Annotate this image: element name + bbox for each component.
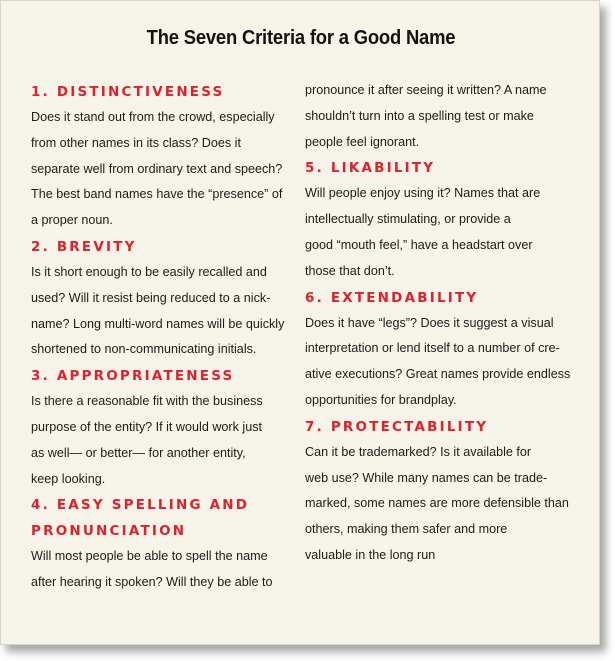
section-heading: 6. EXTENDABILITY — [305, 289, 479, 306]
body-line: ative executions? Great names provide endless — [305, 367, 571, 382]
body-line: shortened to non-communicating initials. — [31, 342, 257, 357]
section-heading: 3. APPROPRIATENESS — [31, 368, 235, 385]
section-heading: PRONUNCIATION — [31, 523, 187, 540]
body-line: as well— or better— for another entity, — [31, 445, 246, 460]
body-line: keep looking. — [31, 471, 106, 486]
body-line: shouldn’t turn into a spelling test or make — [305, 108, 534, 123]
section-heading: 4. EASY SPELLING AND — [31, 497, 250, 514]
body-line: pronounce it after seeing it written? A name — [305, 83, 547, 97]
body-line: The best band names have the “presence” of — [31, 187, 283, 202]
body-line: intellectually stimulating, or provide a — [305, 212, 511, 227]
body-line: web use? While many names can be trade- — [305, 470, 548, 485]
page-title: The Seven Criteria for a Good Name — [146, 27, 456, 49]
right-column — [305, 78, 571, 569]
section-heading: 1. DISTINCTIVENESS — [31, 84, 225, 100]
body-line: interpretation or lend itself to a number of cre- — [305, 341, 560, 356]
body-line: from other names in its class? Does it — [31, 135, 241, 150]
body-line: after hearing it spoken? Will they be able to — [31, 575, 273, 590]
body-line: others, making them safer and more — [305, 522, 508, 537]
section-heading: 5. LIKABILITY — [305, 160, 436, 177]
body-line: Does it stand out from the crowd, especially — [31, 110, 275, 124]
body-line: marked, some names are more defensible than — [305, 496, 569, 511]
body-line: purpose of the entity? If it would work just — [31, 419, 263, 434]
body-line: Is it short enough to be easily recalled and — [31, 264, 267, 279]
body-line: Will most people be able to spell the name — [31, 549, 268, 564]
body-line: opportunities for brandplay. — [305, 392, 457, 407]
body-line: those that don’t. — [305, 263, 395, 278]
body-line: Does it have “legs”? Does it suggest a visual — [305, 315, 554, 330]
body-line: Will people enjoy using it? Names that are — [305, 186, 541, 201]
body-line: a proper noun. — [31, 213, 113, 228]
body-line: name? Long multi-word names will be quickly — [31, 316, 285, 331]
section-heading: 2. BREVITY — [31, 238, 137, 255]
body-line: Is there a reasonable fit with the business — [31, 394, 263, 409]
body-line: valuable in the long run — [305, 547, 436, 562]
section-heading: 7. PROTECTABILITY — [305, 418, 489, 435]
body-line: separate well from ordinary text and speech? — [31, 161, 283, 176]
left-column — [31, 79, 293, 596]
body-line: people feel ignorant. — [305, 134, 420, 149]
body-line: good “mouth feel,” have a headstart over — [305, 237, 533, 252]
body-line: Can it be trademarked? Is it available for — [305, 444, 532, 459]
body-line: used? Will it resist being reduced to a nick- — [31, 290, 271, 305]
